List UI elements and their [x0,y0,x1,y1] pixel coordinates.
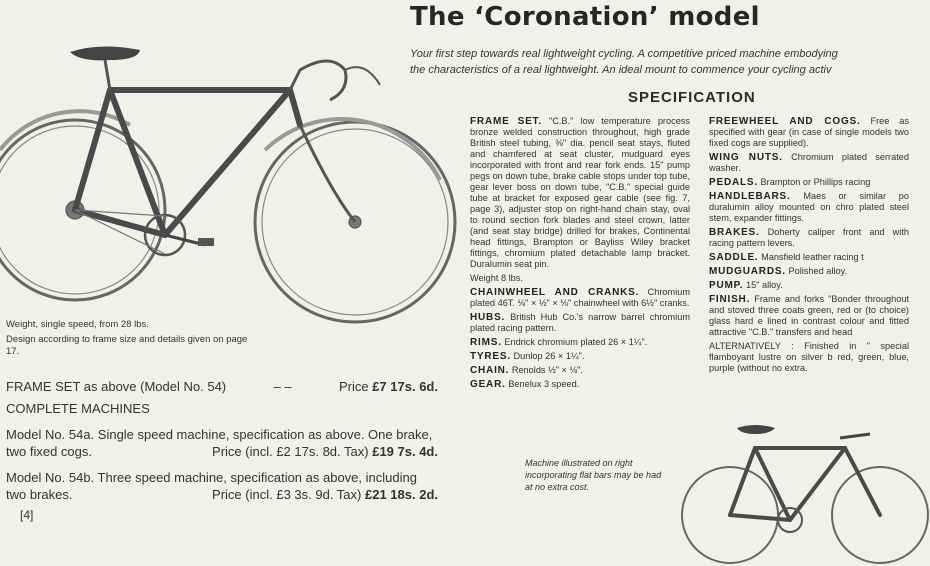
spec-label: CHAINWHEEL AND CRANKS. [470,287,640,298]
dashes: – – [273,379,292,394]
spec-text: Free as specified with gear (in case of single models two fixed cogs are supplied). [709,116,909,148]
spec-column-right [709,116,909,377]
spec-label: PUMP. [709,280,744,291]
model-54b-price-row [6,486,438,503]
spec-item [709,177,909,188]
saddle [737,425,775,434]
spec-item [470,273,690,284]
model-54b-price: £21 18s. 2d. [365,487,438,502]
flat-handlebars [840,434,870,438]
spec-text: Polished alloy. [788,266,848,276]
specification-heading: SPECIFICATION [628,89,756,106]
spec-column-left [470,116,690,393]
model-54b [6,469,438,503]
spec-item [470,337,690,348]
seat-post [105,60,110,90]
spec-label: WING NUTS. [709,152,783,163]
model-54b-desc: Model No. 54b. Three speed machine, specification as above, including [6,470,417,485]
model-54a [6,426,438,460]
spec-text: ALTERNATIVELY : Finished in " special flamboyant lustre on silver b red, green, blue, purple (without no extra. [709,341,909,373]
bicycle-frame [730,448,880,520]
spec-item [470,365,690,376]
spec-text: British Hub Co.'s narrow barrel chromium plated racing pattern. [470,312,690,333]
model-54a-price-row [6,443,438,460]
illustration-caption-right: Machine illustrated on right incorporating flat bars may be had at no extra cost. [525,458,662,492]
spec-text: Weight 8 lbs. [470,273,523,283]
page-title: The ‘Coronation’ model [410,2,760,32]
spec-text: Mansfield leather racing t [761,252,864,262]
spec-text: Doherty caliper front and with racing pattern levers. [709,227,909,248]
spec-text: "C.B." low temperature process bronze welded construction throughout, high grade British steel tubing, ⅜" dia. pencil seat stays, fluted and chamfered at seat cluster, mudguard eyes incorporated with front and rear fork ends. 15" pump pegs on down tube, brake cable stops under top tube, gear lever boss on down tube, "C.B." special guide tube at bracket for exposed gear cable (see fig. 7, page 3), adjuster stop on right-hand chain stay, oval to round section fork blades and steel crown, latter (and seat stay bridge) drilled for brakes, Continental head fittings, Brampton or Bayliss Wiley bracket fittings, chromium plated detachable lamp bracket. Duralumin seat pin. [470,116,690,269]
spec-text: Renolds ½" × ⅛". [511,365,583,375]
spec-label: CHAIN. [470,365,510,376]
model-54a-desc: Model No. 54a. Single speed machine, specification as above. One brake, [6,427,433,442]
model-54a-price: £19 7s. 4d. [372,444,438,459]
spec-item [709,294,909,338]
price-label: Price (incl. £2 17s. 8d. Tax) [212,444,369,459]
spec-item [470,379,690,390]
price-list [6,378,438,503]
spec-text: Chromium plated 46T. ⅛" × ½" × ⅛" chainwheel with 6½" cranks. [470,287,690,308]
model-54b-price-group [212,486,438,503]
page-number: [4] [20,508,34,522]
spec-item [709,116,909,149]
spec-text: Maes or similar po duralumin alloy mounted on chro plated steel stem, expander fittings. [709,191,909,223]
spec-text: Dunlop 26 × 1¼". [513,351,585,361]
spec-item [709,280,909,291]
design-note: Design according to frame size and details given on page 17. [6,334,248,357]
spec-label: BRAKES. [709,227,760,238]
handlebars [290,61,346,100]
spec-text: Chromium plated serrated washer. [709,152,909,173]
spec-label: GEAR. [470,379,506,390]
spec-item [709,252,909,263]
spec-label: SADDLE. [709,252,759,263]
front-fork [300,125,355,222]
frame-set-label: FRAME SET as above (Model No. 54) [6,379,227,394]
price-label: Price [338,379,369,394]
price-label: Price (incl. £3 3s. 9d. Tax) [212,487,362,502]
model-54a-price-group [212,443,438,460]
spec-item [709,227,909,249]
bicycle-frame [75,90,300,235]
frame-set-price-group [339,378,438,395]
spec-label: TYRES. [470,351,511,362]
spec-item [470,351,690,362]
spec-item [470,287,690,309]
intro-text [410,46,930,78]
spec-label: FINISH. [709,294,751,305]
spec-text: Frame and forks "Bonder throughout and stoved three coats green, red or (to choice) glass hard e lined in contrast colour and fitted attractive "C.B." transfers and head [709,294,909,337]
spec-text: Endrick chromium plated 26 × 1¼". [504,337,648,347]
flat-bar-bicycle-illustration [675,420,900,566]
bicycle-illustration [0,30,470,320]
spec-item [470,312,690,334]
spec-item [709,191,909,224]
spec-item [709,266,909,277]
saddle [70,46,140,60]
spec-label: HUBS. [470,312,506,323]
spec-item [709,341,909,374]
spec-label: RIMS. [470,337,502,348]
spec-label: MUDGUARDS. [709,266,786,277]
complete-machines-heading: COMPLETE MACHINES [6,401,150,416]
rear-mudguard [0,111,130,150]
spec-item [709,152,909,174]
spec-label: PEDALS. [709,177,758,188]
spec-label: FREEWHEEL AND COGS. [709,116,861,127]
spec-label: HANDLEBARS. [709,191,791,202]
spec-text: Brampton or Phillips racing [760,177,871,187]
frame-set-price: £7 17s. 6d. [372,379,438,394]
weight-note: Weight, single speed, from 28 lbs. [6,319,149,330]
illustration-caption-left [6,319,256,361]
intro-line-1: Your first step towards real lightweight cycling. A competitive priced machine embodying [410,48,838,60]
pedal [198,238,214,246]
model-54b-desc-cont: two brakes. [6,487,73,502]
spec-label: FRAME SET. [470,116,542,127]
spec-text: 15" alloy. [745,280,783,290]
intro-line-2: the characteristics of a real lightweight. An ideal mount to commence your cycling activ [410,64,832,76]
spec-item [470,116,690,270]
model-54a-desc-cont: two fixed cogs. [6,444,92,459]
frame-set-row [6,378,438,395]
spec-text: Benelux 3 speed. [508,379,580,389]
